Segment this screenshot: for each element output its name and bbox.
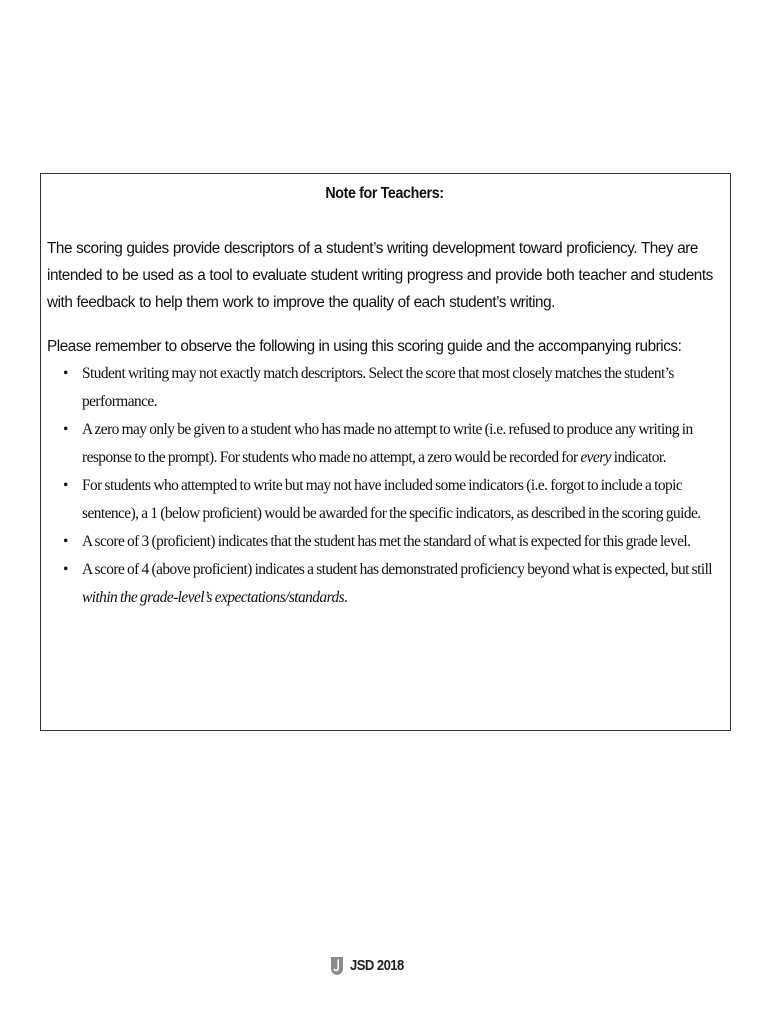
rule-item-5 <box>47 556 722 612</box>
rule-item-2 <box>47 416 722 472</box>
bullet-icon: • <box>63 365 68 382</box>
rule-emphasis: within the grade-level’s expectations/standards <box>82 589 345 606</box>
jsd-shield-logo-icon <box>330 956 344 976</box>
bullet-icon: • <box>63 477 68 494</box>
rule-emphasis: every <box>580 449 611 466</box>
bullet-icon: • <box>63 533 68 550</box>
rule-text: For students who attempted to write but may not have included some indicators (i.e. forgot to include a topic sentence), a 1 (below proficient) would be awarded for the specific indicators, as described in the scoring guide. <box>82 477 701 522</box>
note-intro-paragraph: The scoring guides provide descriptors of a student’s writing development toward proficiency. They are intended to be used as a tool to evaluate student writing progress and provide both teacher and students with feedback to help them work to improve the quality of each student’s writing. <box>47 240 713 311</box>
rule-item-3 <box>47 472 722 528</box>
bullet-icon: • <box>63 561 68 578</box>
teacher-note-box <box>40 173 731 731</box>
note-title: Note for Teachers: <box>325 185 444 202</box>
rule-text-end: indicator. <box>610 449 666 466</box>
rule-item-1 <box>47 360 722 416</box>
footer-text: JSD 2018 <box>350 958 404 974</box>
rule-text: A score of 3 (proficient) indicates that the student has met the standard of what is expected for this grade level. <box>82 533 691 550</box>
rule-text-end: . <box>344 589 348 606</box>
rule-item-4 <box>47 528 722 556</box>
rule-text-start: A score of 4 (above proficient) indicates a student has demonstrated proficiency beyond what is expected, but still <box>82 561 713 578</box>
bullet-icon: • <box>63 421 68 438</box>
rule-text: Student writing may not exactly match descriptors. Select the score that most closely matches the student’s performance. <box>82 365 674 410</box>
rule-text-start: A zero may only be given to a student who has made no attempt to write (i.e. refused to produce any writing in response to the prompt). For students who made no attempt, a zero would be recorded for <box>82 421 693 466</box>
note-remember-paragraph: Please remember to observe the following in using this scoring guide and the accompanying rubrics: <box>47 338 682 355</box>
page-footer <box>330 954 410 978</box>
scoring-rules-list <box>47 360 722 612</box>
